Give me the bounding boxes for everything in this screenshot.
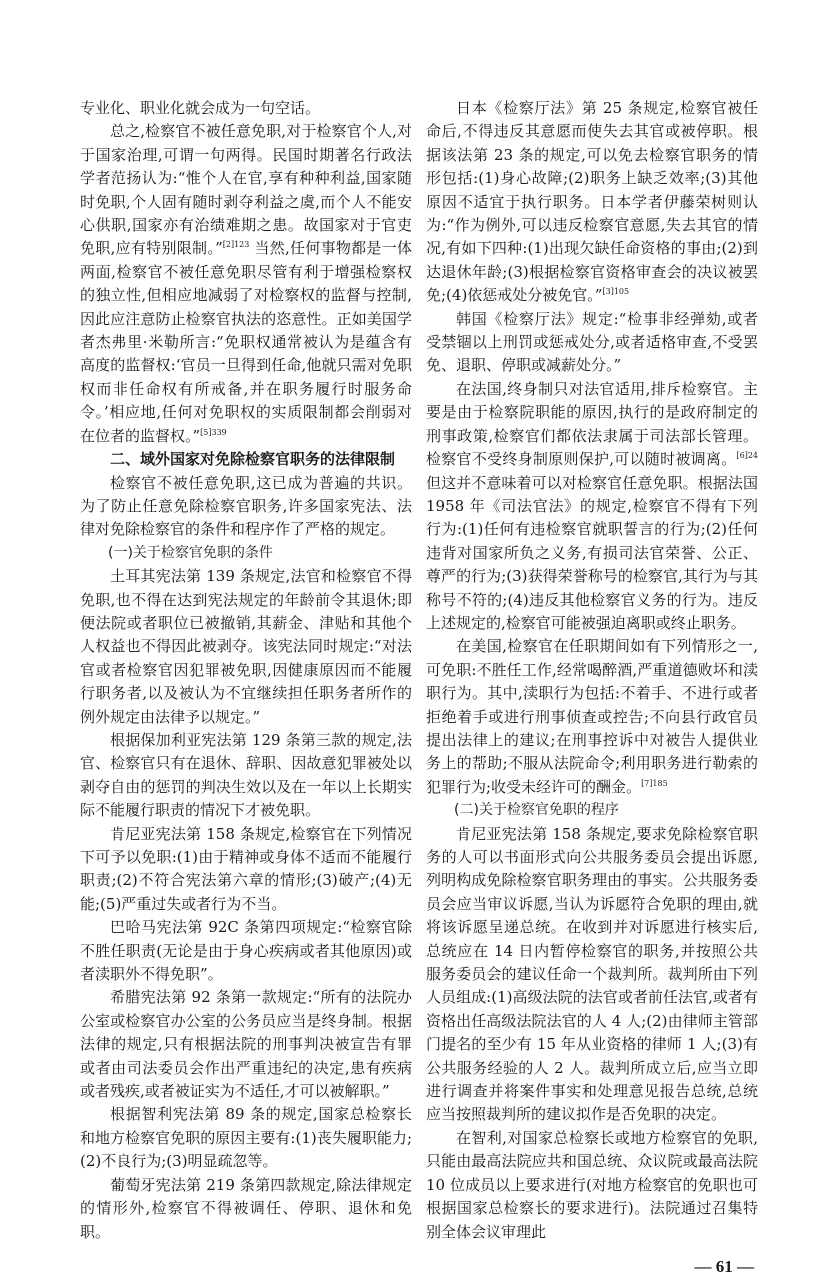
right-column-wrapper — [426, 97, 758, 1278]
paragraph-text: 根据保加利亚宪法第 129 条第三款的规定,法官、检察官只有在退休、辞职、因故意犯罪被处以剥夺自由的惩罚的判决生效以及在一年以上长期实际不能履行职责的情况下才被免职。 — [80, 730, 412, 820]
paragraph — [426, 378, 758, 635]
citation-marker: [7]185 — [641, 778, 668, 788]
paragraph-text: 肯尼亚宪法第 158 条规定,要求免除检察官职务的人可以书面形式向公共服务委员会提出诉愿,列明构成免除检察官职务理由的事实。公共服务委员会应当审议诉愿,当认为诉愿符合免职的理由,就将该诉愿呈递总统。在收到并对诉愿进行核实后,总统应在 14 日内暂停检察官的职务,并按照公共服务委员会的建议任命一个裁判所。裁判所由下列人员组成:(1)高级法院的法官或者前任法官,或者有资格出任高级法院法官的人 4 人;(2)由律师主管部门提名的至少有 15 年从业资格的律师 1 人;(3)有公共服务经验的人 2 人。裁判所成立后,应当立即进行调查并将案件事实和处理意见报告总统,总统应当按照裁判所的建议拟作是否免职的决定。 — [426, 824, 758, 1124]
paragraph — [80, 565, 412, 729]
paragraph — [426, 1127, 758, 1244]
paragraph-text: (一)关于检察官免职的条件 — [108, 544, 273, 561]
paragraph-text: 根据智利宪法第 89 条的规定,国家总检察长和地方检察官免职的原因主要有:(1)丧失履职能力;(2)不良行为;(3)明显疏忽等。 — [80, 1105, 412, 1171]
citation-marker: [3]105 — [602, 287, 630, 297]
paragraph-text: 肯尼亚宪法第 158 条规定,检察官在下列情况下可予以免职:(1)由于精神或身体不适而不能履行职责;(2)不符合宪法第六章的情形;(3)破产;(4)无能;(5)严重过失或者行为不当。 — [80, 824, 412, 913]
citation-marker: [6]24 — [736, 451, 758, 461]
paragraph-text: 希腊宪法第 92 条第一款规定:“所有的法院办公室或检察官办公室的公务员应当是终身制。根据法律的规定,只有根据法院的刑事判决被宣告有罪或者由司法委员会作出严重违纪的决定,患有疾病或者残疾,或者被证实为不适任,才可以被解职。” — [80, 988, 412, 1101]
paragraph — [80, 823, 412, 917]
paragraph-text: 二、域外国家对免除检察官职务的法律限制 — [110, 450, 396, 469]
paragraph — [426, 308, 758, 378]
subsection-heading — [426, 799, 758, 822]
paragraph-text: 总之,检察官不被任意免职,对于检察官个人,对于国家治理,可谓一句两得。民国时期著名行政法学者范扬认为:“惟个人在官,享有种种利益,国家随时免职,个人固有随时剥夺利益之虞,而个人不能安心供职,国家亦有治绩难期之患。故国家对于官吏免职,应有特别限制。” — [80, 122, 412, 258]
paragraph — [426, 823, 758, 1127]
paragraph — [80, 1103, 412, 1173]
paragraph-continuation — [80, 97, 412, 120]
paragraph-text: 葡萄牙宪法第 219 条第四款规定,除法律规定的情形外,检察官不得被调任、停职、退休和免职。 — [80, 1175, 412, 1241]
right-column — [426, 97, 758, 1244]
paragraph — [426, 635, 758, 799]
paragraph-text: 当然,任何事物都是一体两面,检察官不被任意免职尽管有利于增强检察权的独立性,但相应地减弱了对检察权的监督与控制,因此应注意防止检察官执法的恣意性。正如美国学者杰弗里·米勒所言:“免职权通常被认为是蕴含有高度的监督权:‘官员一旦得到任命,他就只需对免职权而非任命权有所戒备,并在职务履行时服务命令。’相应地,任何对免职权的实质限制都会削弱对在位者的监督权。” — [80, 239, 412, 445]
paragraph-text: (二)关于检察官免职的程序 — [454, 802, 619, 819]
page-number: — 61 — — [694, 1256, 754, 1276]
paragraph-text: 但这并不意味着可以对检察官任意免职。根据法国 1958 年《司法官法》的规定,检察官不得有下列行为:(1)任何有违检察官就职誓言的行为;(2)任何违背对国家所负之义务,有损司法官荣誉、公正、尊严的行为;(3)获得荣誉称号的检察官,其行为与其称号不符的;(4)违反其他检察官义务的行为。违反上述规定的,检察官可能被强迫离职或终止职务。 — [426, 473, 758, 632]
paragraph-text: 专业化、职业化就会成为一句空话。 — [80, 99, 321, 117]
paragraph-text: 在法国,终身制只对法官适用,排斥检察官。主要是由于检察院职能的原因,执行的是政府制定的刑事政策,检察官们都依法隶属于司法部长管理。检察官不受终身制原则保护,可以随时被调离。 — [426, 379, 758, 469]
paragraph-text: 韩国《检察厅法》规定:“检事非经弹劾,或者受禁锢以上刑罚或惩戒处分,或者适格审查,不受罢免、退职、停职或减薪处分。” — [426, 309, 758, 375]
paragraph — [80, 1174, 412, 1244]
section-heading — [80, 448, 412, 471]
paragraph — [80, 986, 412, 1103]
paragraph — [80, 916, 412, 986]
paragraph — [80, 120, 412, 448]
paragraph-text: 巴哈马宪法第 92C 条第四项规定:“检察官除不胜任职责(无论是由于身心疾病或者其他原因)或者渎职外不得免职”。 — [80, 918, 412, 984]
paragraph-text: 在美国,检察官在任职期间如有下列情形之一,可免职:不胜任工作,经常喝醉酒,严重道德败坏和渎职行为。其中,渎职行为包括:不着手、不进行或者拒绝着手或进行刑事侦查或控告;不向县行政官员提出法律上的建议;在刑事控诉中对被告人提供业务上的帮助;不服从法院命令;利用职务进行勒索的犯罪行为;收受未经许可的酬金。 — [426, 637, 758, 796]
paragraph-text: 检察官不被任意免职,这已成为普遍的共识。为了防止任意免除检察官职务,许多国家宪法、法律对免除检察官的条件和程序作了严格的规定。 — [80, 473, 412, 539]
paragraph-text: 土耳其宪法第 139 条规定,法官和检察官不得免职,也不得在达到宪法规定的年龄前令其退休;即便法院或者职位已被撤销,其薪金、津贴和其他个人权益也不得因此被剥夺。该宪法同时规定:“对法官或者检察官因犯罪被免职,因健康原因而不能履行职务者,以及被认为不宜继续担任职务者所作的例外规定由法律予以规定。” — [80, 567, 412, 726]
citation-marker: [5]339 — [200, 427, 227, 437]
paragraph-text: 日本《检察厅法》第 25 条规定,检察官被任命后,不得违反其意愿而使失去其官或被停职。根据该法第 23 条的规定,可以免去检察官职务的情形包括:(1)身心故障;(2)职务上缺乏效率;(3)其他原因不适宜于执行职务。日本学者伊藤荣树则认为:“作为例外,可以违反检察官意愿,失去其官的情况,有如下四种:(1)出现欠缺任命资格的事由;(2)到达退休年龄;(3)根据检察官资格审查会的决议被罢免;(4)依惩戒处分被免官。” — [426, 99, 758, 305]
paragraph-text: 在智利,对国家总检察长或地方检察官的免职,只能由最高法院应共和国总统、众议院或最高法院 10 位成员以上要求进行(对地方检察官的免职也可根据国家总检察长的要求进行)。法院通过召集特别全体会议审理此 — [426, 1128, 758, 1241]
paragraph — [426, 97, 758, 308]
paragraph — [80, 729, 412, 823]
left-column — [80, 97, 412, 1244]
citation-marker: [2]123 — [222, 240, 250, 250]
subsection-heading — [80, 542, 412, 565]
paragraph — [80, 472, 412, 542]
